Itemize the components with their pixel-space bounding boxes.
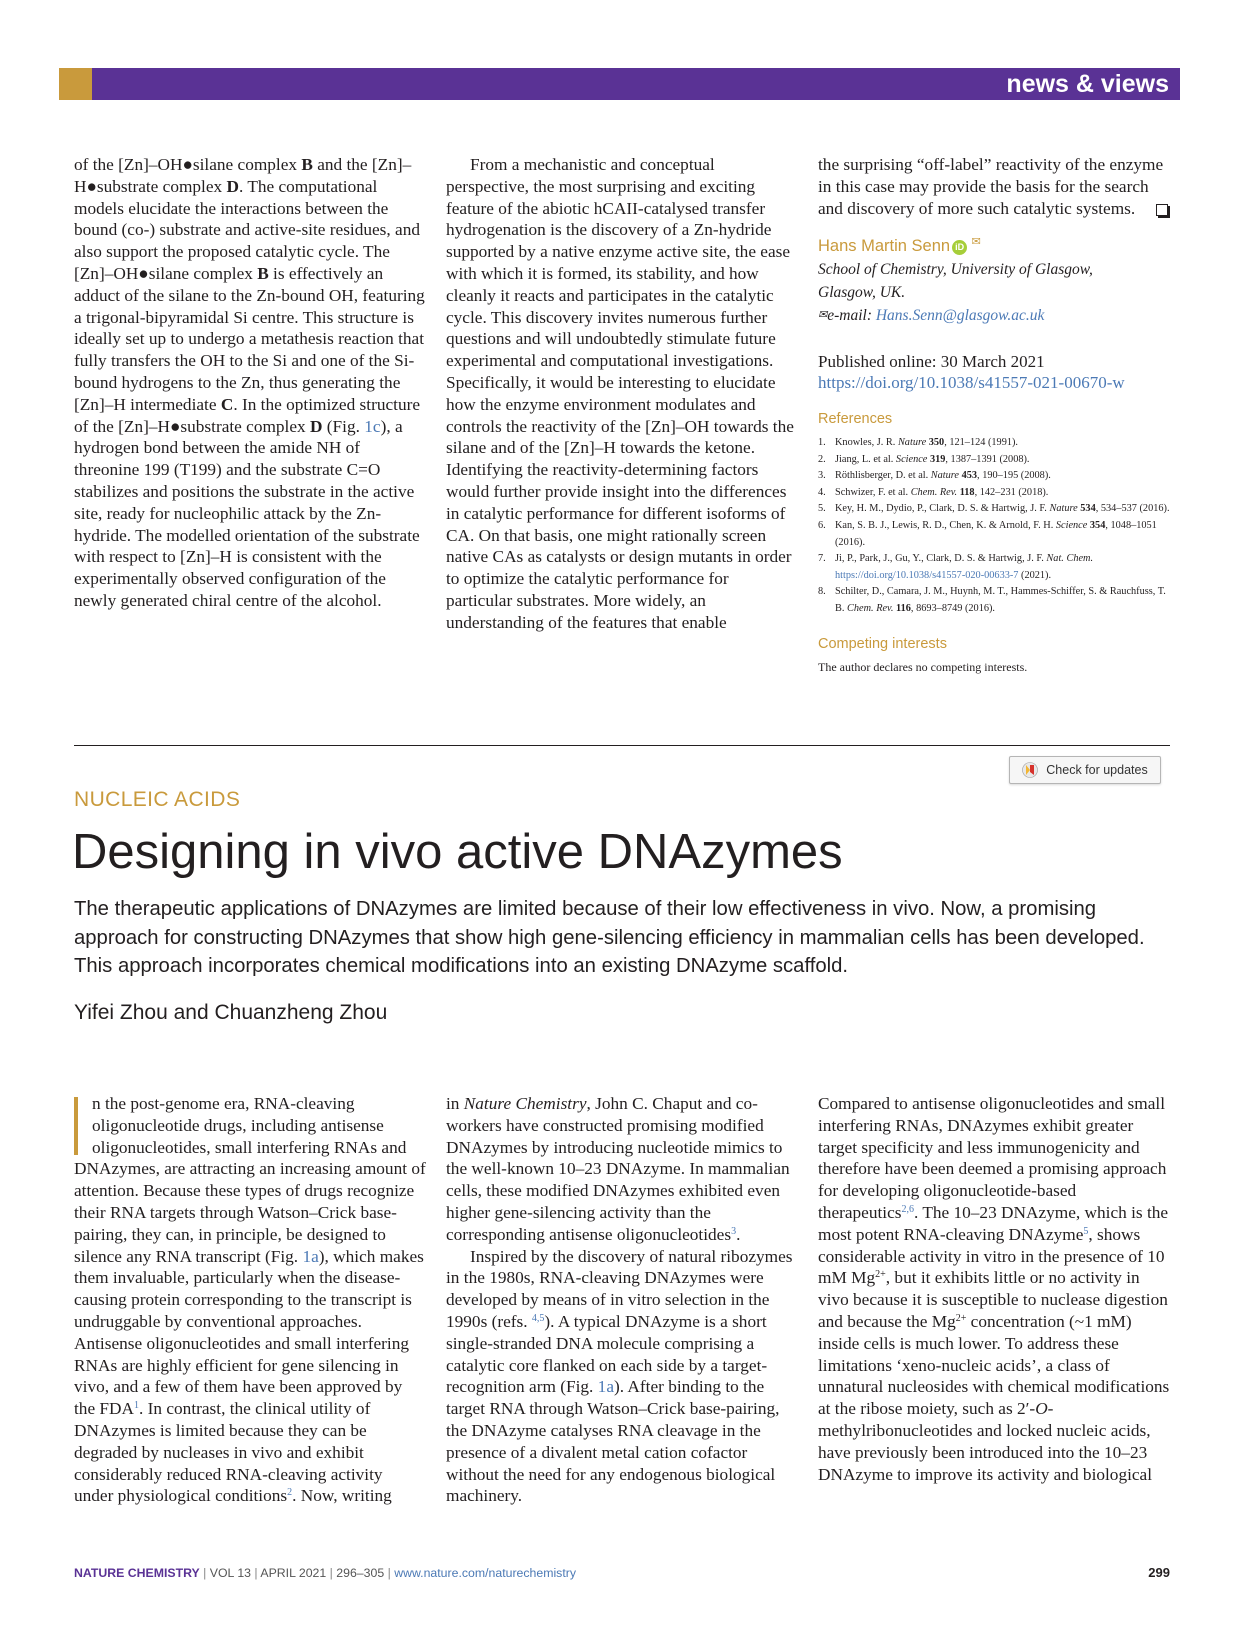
orcid-icon[interactable]: iD [952,240,967,255]
affiliation-line-1: School of Chemistry, University of Glasgow, [818,261,1093,279]
article-title: Designing in vivo active DNAzymes [72,825,843,879]
article-kicker: NUCLEIC ACIDS [74,788,241,811]
article-col3: Compared to antisense oligonucleotides and small interfering RNAs, DNAzymes exhibit greater target specificity and less immunogenicity and therefore have been deemed a promising approach for developing oligonucleotide-based therapeutics$^{2,6}$. The 10–23 DNAzyme, which is the most potent RNA-cleaving DNAzyme$^5$, shows considerable activity in vitro in the presence of 10 mM $Mg^{2+}$, but it exhibits little or no activity in vivo because it is susceptible to nuclease digestion and because the $Mg^{2+}$ concentration (~1 mM) inside cells is much lower. To address these limitations ‘xeno-nucleic acids’, a class of unnatural nucleosides with chemical modifications at the ribose moiety, such as 2′-O-methylribonucleotides and locked nucleic acids, have previously been introduced into the 10–23 DNAzyme to improve its activity and biological [818,1094,1170,1484]
footer-date: APRIL 2021 [260,1566,327,1580]
reference-doi-link[interactable]: https://doi.org/10.1038/s41557-020-00633-7 [835,569,1019,581]
competing-interests-heading: Competing interests [818,635,947,652]
footer-pages: 296–305 [336,1566,385,1580]
prev-article-col2-text: From a mechanistic and conceptual perspective, the most surprising and exciting feature of the abiotic hCAII-catalysed transfer hydrogenation is the discovery of a Zn-hydride supported by a native enzyme active site, the ease with which it is formed, its stability, and how cleanly it reacts and participates in the catalytic cycle. This discovery invites numerous further questions and will undoubtedly stimulate future experimental and computational investigations. Specifically, it would be interesting to elucidate how the enzyme environment modulates and controls the reactivity of the [Zn]–OH towards the silane and of the [Zn]–H towards the ketone. Identifying the reactivity-determining factors would further provide insight into the differences in catalytic performance for different isoforms of CA. On that basis, one might rationally screen native CAs as catalysts or design mutants in order to optimize the catalytic performance for particular substrates. More widely, an understanding of the features that enable [446,155,794,632]
references-list [818,435,1170,618]
article-col1: n the post-genome era, RNA-cleaving oligonucleotide drugs, including antisense oligonucleotides, small interfering RNAs and DNAzymes, are attracting an increasing amount of attention. Because these types of drugs recognize their RNA targets through Watson–Crick base-pairing, they can, in principle, be designed to silence any RNA transcript (Fig. 1a), which makes them invaluable, particularly when the disease-causing protein corresponding to the transcript is undruggable by conventional approaches. Antisense oligonucleotides and small interfering RNAs are highly efficient for gene silencing in vivo, and a few of them have been approved by the FDA$^1$. In contrast, the clinical utility of DNAzymes is limited because they can be degraded by nucleases in vivo and exhibit considerably reduced RNA-cleaving activity under physiological conditions$^2$. Now, writing [74,1094,426,1506]
reference-item: 6. Kan, S. B. J., Lewis, R. D., Chen, K. & Arnold, F. H. Science 354, 1048–1051 (2016). [818,519,1157,548]
reference-item: 2. Jiang, L. et al. Science 319, 1387–1391 (2008). [818,453,1030,465]
footer-site-link[interactable]: www.nature.com/naturechemistry [394,1566,576,1580]
author-name: Hans Martin Senn [818,237,951,256]
article-col2: in Nature Chemistry, John C. Chaput and co-workers have constructed promising modified DNAzymes by introducing nucleotide mimics to the well-known 10–23 DNAzyme. In mammalian cells, these modified DNAzymes exhibited even higher gene-silencing activity than the corresponding antisense oligonucleotides$^3$. Inspired by the discovery of natural ribozymes in the 1980s, RNA-cleaving DNAzymes were developed by means of in vitro selection in the 1990s (refs. $^{4,5}$). A typical DNAzyme is a short single-stranded DNA molecule comprising a catalytic core flanked on each side by a target-recognition arm (Fig. 1a). After binding to the target RNA through Watson–Crick base-pairing, the DNAzyme catalyses RNA cleavage in the presence of a divalent metal cation cofactor without the need for any endogenous biological machinery. [446,1094,793,1506]
author-email-link[interactable]: Hans.Senn@glasgow.ac.uk [875,307,1045,325]
article-authors: Yifei Zhou and Chuanzheng Zhou [74,1001,388,1024]
author-affiliation [818,258,1170,327]
references-heading: References [818,411,893,428]
check-for-updates-button[interactable] [1009,756,1161,784]
email-label: e-mail: [827,307,872,325]
mail-icon[interactable]: ✉ [971,236,981,249]
check-for-updates-icon [1022,762,1038,778]
article-standfirst: The therapeutic applications of DNAzymes are limited because of their low effectiveness in vivo. Now, a promising approach for constructing DNAzymes that show high gene-silencing efficiency in mammalian cells has been developed. This approach incorporates chemical modifications into an existing DNAzyme scaffold. [74,898,1145,977]
footer-journal: NATURE CHEMISTRY [74,1566,200,1580]
footer-volume: VOL 13 [209,1566,251,1580]
competing-interests-text: The author declares no competing interests. [818,660,1028,675]
author-email-line [818,304,1170,327]
reference-item: 1. Knowles, J. R. Nature 350, 121–124 (1991). [818,436,1018,448]
header-accent-block [59,68,92,100]
prev-article-col3 [818,154,1170,675]
end-of-article-mark [1156,204,1168,216]
section-label: news & views [1006,70,1169,98]
fig-1a-link[interactable]: 1a [597,1377,614,1397]
email-envelope-icon: ✉ [818,309,828,322]
reference-item: 5. Key, H. M., Dydio, P., Clark, D. S. & Hartwig, J. F. Nature 534, 534–537 (2016). [818,503,1170,515]
author-block [818,232,1170,258]
prev-article-col2 [446,154,798,634]
check-for-updates-label: Check for updates [1046,763,1148,777]
reference-item: 7. Ji, P., Park, J., Gu, Y., Clark, D. S. & Hartwig, J. F. Nat. Chem. https://doi.org/10.1038/s41557-020-00633-7 (2021). [818,553,1094,581]
doi-link[interactable]: https://doi.org/10.1038/s41557-021-00670-w [818,373,1125,393]
published-date: Published online: 30 March 2021 [818,352,1045,372]
article-divider [74,745,1170,746]
fig-1a-link[interactable]: 1a [302,1246,319,1266]
reference-item: 3. Röthlisberger, D. et al. Nature 453, 190–195 (2008). [818,470,1051,482]
page-number: 299 [1148,1565,1170,1580]
dropcap-bar [74,1097,78,1155]
prev-article-ending: the surprising “off-label” reactivity of the enzyme in this case may provide the basis for the search and discovery of more such catalytic systems. [818,155,1164,218]
page-footer: NATURE CHEMISTRY | VOL 13 | APRIL 2021 | 296–305 | www.nature.com/naturechemistry 299 [74,1565,1170,1580]
publication-info [818,351,1170,393]
reference-item: 4. Schwizer, F. et al. Chem. Rev. 118, 142–231 (2018). [818,486,1049,498]
prev-article-col1: of the [Zn]–OH●silane complex B and the [Zn]–H●substrate complex D. The computational models elucidate the interactions between the bound (co-) substrate and active-site residues, and also support the proposed catalytic cycle. The [Zn]–OH●silane complex B is effectively an adduct of the silane to the Zn-bound OH, featuring a trigonal-bipyramidal Si centre. This structure is ideally set up to undergo a metathesis reaction that fully transfers the OH to the Si and one of the Si-bound hydrogens to the Zn, thus generating the [Zn]–H intermediate C. In the optimized structure of the [Zn]–H●substrate complex D (Fig. 1c), a hydrogen bond between the amide NH of threonine 199 (T199) and the substrate C=O stabilizes and positions the substrate in the active site, ready for nucleophilic attack by the Zn-hydride. The modelled orientation of the substrate with respect to [Zn]–H is consistent with the experimentally observed configuration of the newly generated chiral centre of the alcohol. [74,155,425,610]
fig-1c-link[interactable]: 1c [364,416,381,436]
affiliation-line-2: Glasgow, UK. [818,284,906,302]
reference-item: 8. Schilter, D., Camara, J. M., Huynh, M. T., Hammes-Schiffer, S. & Rauchfuss, T. B. Chem. Rev. 116, 8693–8749 (2016). [818,586,1166,614]
